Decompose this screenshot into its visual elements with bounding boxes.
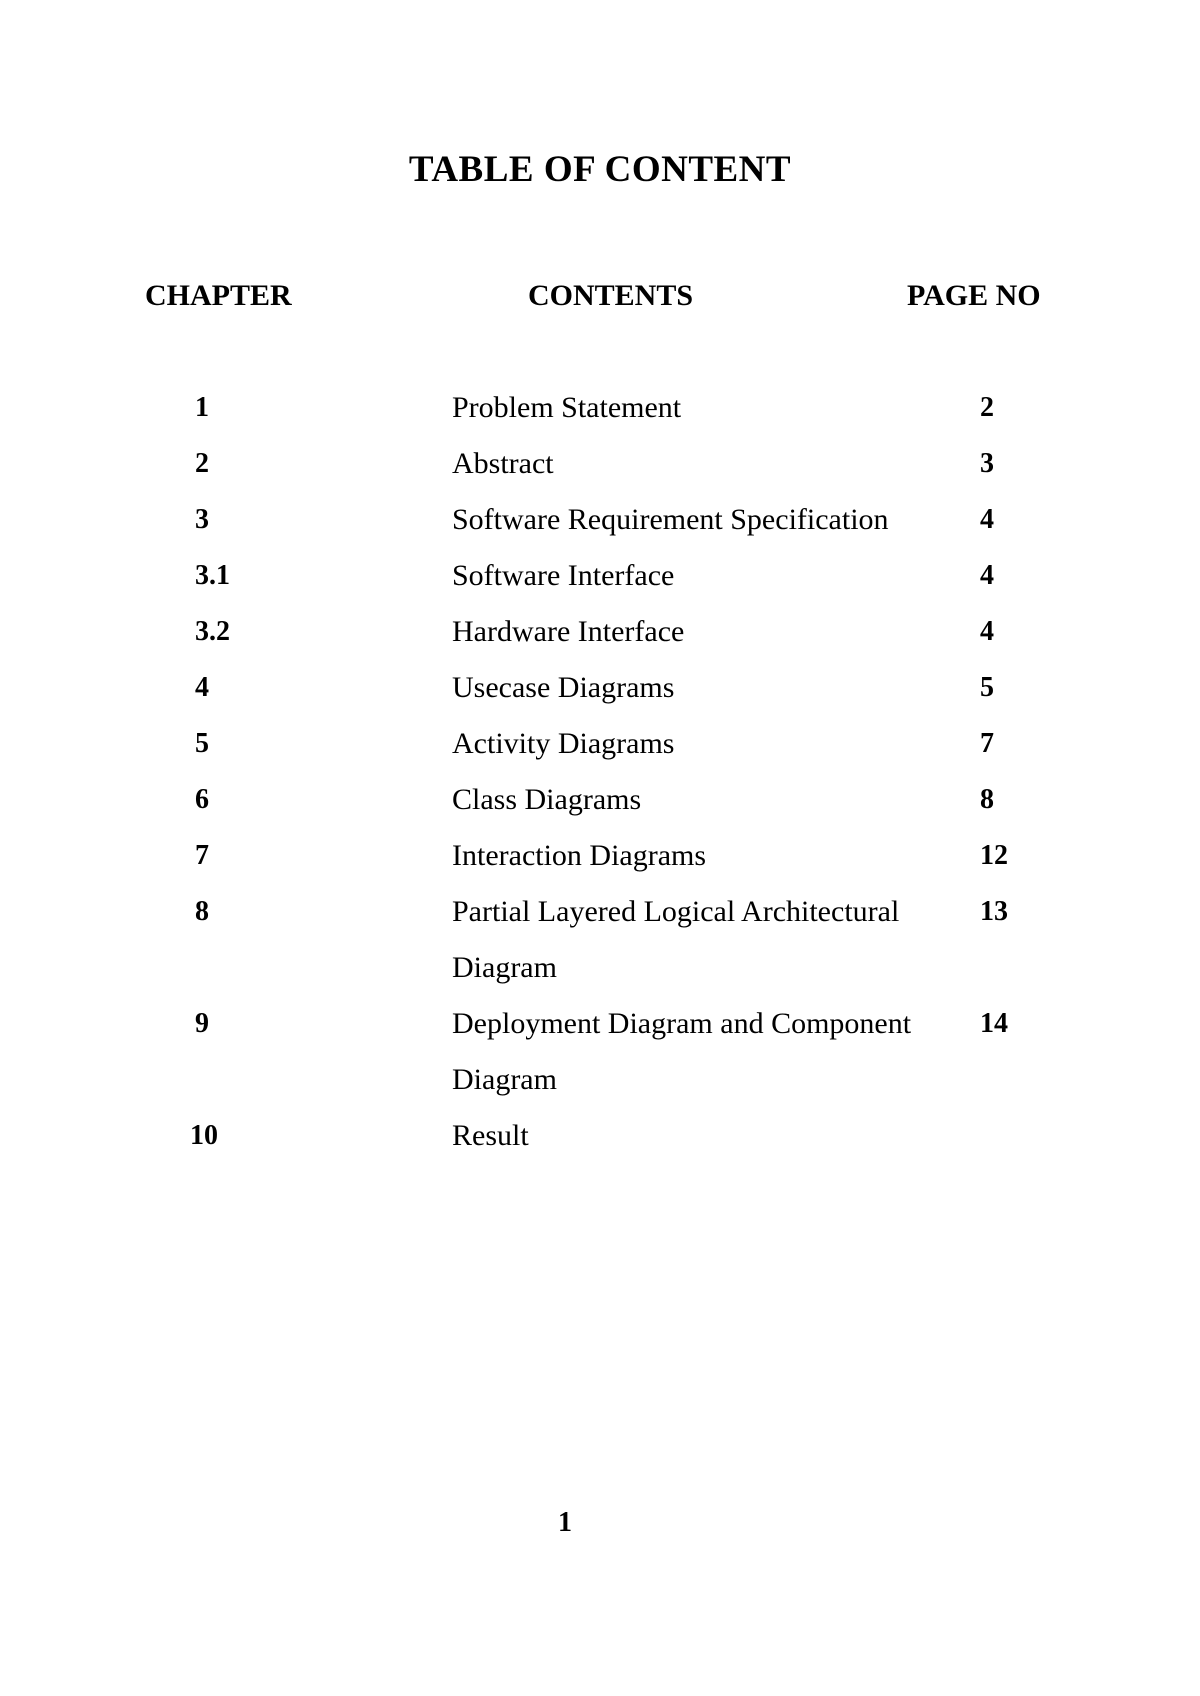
toc-row — [0, 660, 1200, 716]
toc-row — [0, 772, 1200, 828]
toc-entry-title: Class Diagrams — [452, 783, 642, 816]
toc-entry-title: Usecase Diagrams — [452, 671, 675, 704]
toc-page-number: 4 — [980, 616, 994, 647]
toc-page-number: 8 — [980, 784, 994, 815]
toc-page-number: 13 — [980, 896, 1008, 927]
toc-entry-title: Activity Diagrams — [452, 727, 675, 760]
column-header-chapter: CHAPTER — [145, 279, 292, 312]
column-header-contents: CONTENTS — [528, 279, 694, 312]
toc-row — [0, 1108, 1200, 1164]
toc-page-number: 5 — [980, 672, 994, 703]
toc-row — [0, 884, 1200, 996]
toc-entry-title: Hardware Interface — [452, 615, 685, 648]
toc-chapter-number: 3.1 — [195, 560, 230, 591]
toc-page-number: 3 — [980, 448, 994, 479]
toc-row — [0, 996, 1200, 1108]
toc-row — [0, 548, 1200, 604]
toc-row — [0, 604, 1200, 660]
toc-entry-title: Interaction Diagrams — [452, 839, 707, 872]
toc-chapter-number: 2 — [195, 448, 209, 479]
toc-entry-title: Software Interface — [452, 559, 675, 592]
toc-row — [0, 828, 1200, 884]
toc-chapter-number: 7 — [195, 840, 209, 871]
toc-page-number: 4 — [980, 504, 994, 535]
toc-list — [0, 380, 1200, 1164]
toc-chapter-number: 3 — [195, 504, 209, 535]
toc-chapter-number: 3.2 — [195, 616, 230, 647]
toc-chapter-number: 4 — [195, 672, 209, 703]
toc-page-number: 4 — [980, 560, 994, 591]
toc-entry-title: Deployment Diagram and Component Diagram — [452, 1007, 912, 1096]
toc-page-number: 12 — [980, 840, 1008, 871]
toc-chapter-number: 9 — [195, 1008, 209, 1039]
toc-chapter-number: 1 — [195, 392, 209, 423]
toc-row — [0, 492, 1200, 548]
toc-chapter-number: 5 — [195, 728, 209, 759]
toc-page-number: 7 — [980, 728, 994, 759]
toc-entry-title: Result — [452, 1119, 529, 1152]
page-number: 1 — [558, 1507, 572, 1538]
toc-entry-title: Partial Layered Logical Architectural Diagram — [452, 895, 900, 984]
toc-entry-title: Abstract — [452, 447, 554, 480]
toc-entry-title: Software Requirement Specification — [452, 503, 889, 536]
toc-row — [0, 436, 1200, 492]
toc-page-number: 2 — [980, 392, 994, 423]
toc-chapter-number: 8 — [195, 896, 209, 927]
column-header-page-no: PAGE NO — [907, 279, 1041, 312]
toc-row — [0, 380, 1200, 436]
toc-chapter-number: 10 — [190, 1120, 218, 1151]
toc-page-number: 14 — [980, 1008, 1008, 1039]
page-title: TABLE OF CONTENT — [408, 149, 792, 190]
toc-row — [0, 716, 1200, 772]
toc-chapter-number: 6 — [195, 784, 209, 815]
toc-entry-title: Problem Statement — [452, 391, 682, 424]
